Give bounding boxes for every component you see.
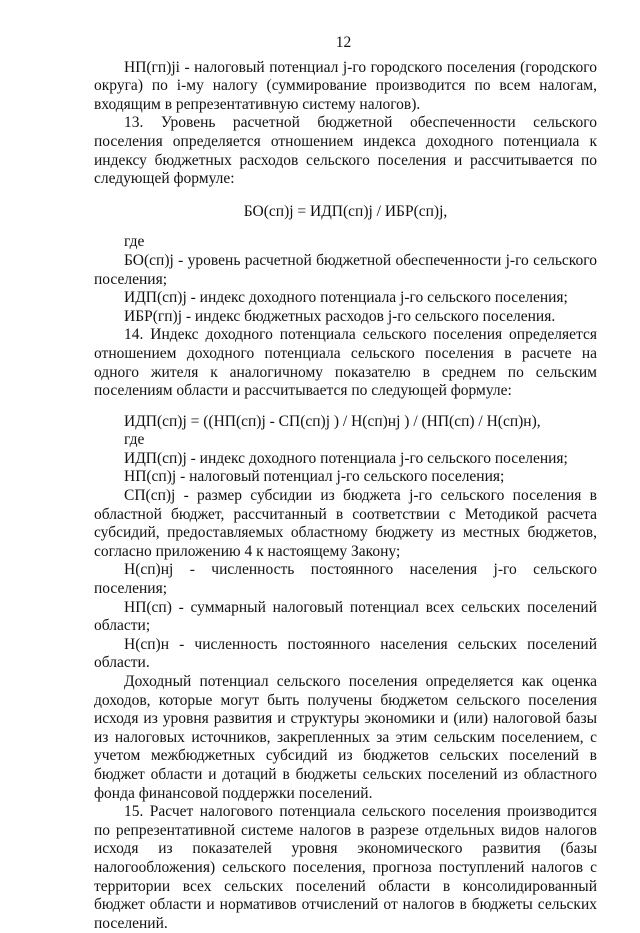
paragraph-15: 15. Расчет налогового потенциала сельского поселения производится по репрезентативной системе налогов в разрезе отдельных видов налогов исходя из показателей уровня экономического развития (базы налогообложения) сельского поселения, прогноза поступлений налогов с территории всех сельских поселений области в консолидированный бюджет области и нормативов отчислений от налогов в бюджеты сельских поселений. [94,803,597,932]
definition-hnj: Н(сп)нj - численность постоянного населения j-го сельского поселения; [94,561,597,598]
paragraph-income-potential: Доходный потенциал сельского поселения определяется как оценка доходов, которые могут быть получены бюджетом сельского поселения исходя из уровня развития и структуры экономики и (или) налоговой базы из налоговых источников, закрепленных за этим сельским поселением, с учетом межбюджетных субсидий из бюджетов сельских поселений в бюджет области и дотаций в бюджеты сельских поселений из областного фонда финансовой поддержки поселений. [94,673,597,802]
definition-hn: Н(сп)н - численность постоянного населения сельских поселений области. [94,635,597,672]
definition-bo: БО(сп)j - уровень расчетной бюджетной обеспеченности j-го сельского поселения; [94,251,597,288]
definition-np-gp: НП(гп)ji - налоговый потенциал j-го городского поселения (городского округа) по i-му налогу (суммирование производится по всем налогам, входящим в репрезентативную систему налогов). [94,58,597,113]
page-number: 12 [335,34,352,51]
definition-ibr: ИБР(гп)j - индекс бюджетных расходов j-го сельского поселения. [124,307,556,325]
paragraph-14: 14. Индекс доходного потенциала сельского поселения определяется отношением доходного потенциала сельского поселения в расчете на одного жителя к аналогичному показателю в среднем по сельским поселениям области и рассчитывается по следующей формуле: [94,326,597,400]
where-label-2: где [124,431,145,449]
definition-sp: СП(сп)j - размер субсидии из бюджета j-го сельского поселения в областной бюджет, рассчитанный в соответствии с Методикой расчета субсидий, предоставляемых областному бюджету из местных бюджетов, согласно приложению 4 к настоящему Закону; [94,487,597,560]
definition-np-sum: НП(сп) - суммарный налоговый потенциал всех сельских поселений области; [94,598,597,635]
paragraph-13: 13. Уровень расчетной бюджетной обеспеченности сельского поселения определяется отношением индекса доходного потенциала к индексу бюджетных расходов сельского поселения и рассчитывается по следующей формуле: [94,114,597,188]
definition-np: НП(сп)j - налоговый потенциал j-го сельского поселения; [124,468,505,486]
definition-idp: ИДП(сп)j - индекс доходного потенциала j-го сельского поселения; [124,289,568,307]
formula-bo: БО(сп)j = ИДП(сп)j / ИБР(сп)j, [243,202,448,220]
definition-idp-2: ИДП(сп)j - индекс доходного потенциала j-го сельского поселения; [124,449,568,467]
where-label: где [124,233,145,251]
formula-idp: ИДП(сп)j = ((НП(сп)j - СП(сп)j ) / Н(сп)нj ) / (НП(сп) / Н(сп)н), [124,412,541,430]
